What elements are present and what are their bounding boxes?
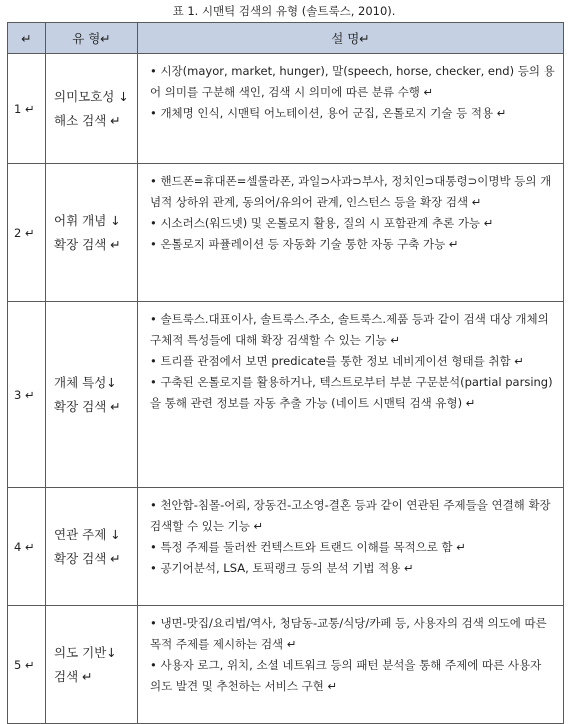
header-blank-cell: ↵ bbox=[8, 23, 46, 54]
type-line: 의미모호성 ↓ bbox=[54, 88, 129, 104]
row-type bbox=[46, 164, 138, 302]
type-line: 확장 검색 ↵ bbox=[54, 398, 121, 414]
description-bullet: • 공기어분석, LSA, 토픽랭크 등의 분석 기법 적용 ↵ bbox=[150, 561, 414, 575]
row-type bbox=[46, 302, 138, 488]
type-line: 의도 기반↓ bbox=[54, 644, 117, 660]
semantic-search-types-table bbox=[7, 22, 564, 724]
type-line: 검색 ↵ bbox=[54, 668, 93, 684]
description-bullet: • 냉면-맛집/요리법/역사, 청담동-교통/식당/카페 등, 사용자의 검색 의도에 따른 목적 주제를 제시하는 검색 ↵ bbox=[150, 616, 547, 651]
row-description bbox=[138, 54, 564, 164]
description-bullet: • 천안함-침몰-어뢰, 장동건-고소영-결혼 등과 같이 연관된 주제들을 연결해 확장 검색할 수 있는 기능 ↵ bbox=[150, 498, 551, 533]
table-row bbox=[8, 488, 564, 606]
table-row bbox=[8, 606, 564, 724]
row-type bbox=[46, 488, 138, 606]
row-description bbox=[138, 488, 564, 606]
description-bullet: • 사용자 로그, 위치, 소셜 네트워크 등의 패턴 분석을 통해 주제에 따른 사용자 의도 발견 및 추천하는 서비스 구현 ↵ bbox=[150, 658, 542, 693]
row-number: 3 ↵ bbox=[8, 302, 46, 488]
description-bullet: • 트리플 관점에서 보면 predicate를 통한 정보 네비게이션 형태를 취함 ↵ bbox=[150, 354, 524, 368]
row-number: 1 ↵ bbox=[8, 54, 46, 164]
description-bullet: • 시장(mayor, market, hunger), 말(speech, horse, checker, end) 등의 용어 의미를 구분해 색인, 검색 시 의미에 따른 분류 수행 ↵ bbox=[150, 64, 555, 99]
table-row bbox=[8, 54, 564, 164]
row-number: 5 ↵ bbox=[8, 606, 46, 724]
header-type-cell: 유 형↵ bbox=[46, 23, 138, 54]
description-bullet: • 시소러스(워드넷) 및 온톨로지 활용, 질의 시 포함관계 추론 가능 ↵ bbox=[150, 216, 494, 230]
type-line: 해소 검색 ↵ bbox=[54, 112, 121, 128]
table-header-row bbox=[8, 23, 564, 54]
row-description bbox=[138, 164, 564, 302]
description-bullet: • 솔트룩스.대표이사, 솔트룩스.주소, 솔트룩스.제품 등과 같이 검색 대상 개체의 구체적 특성들에 대해 확장 검색할 수 있는 기능 ↵ bbox=[150, 312, 549, 347]
description-bullet: • 온톨로지 파퓰레이션 등 자동화 기술 통한 자동 구축 가능 ↵ bbox=[150, 237, 459, 251]
description-bullet: • 특정 주제를 둘러싼 컨텍스트와 트랜드 이해를 목적으로 함 ↵ bbox=[150, 540, 466, 554]
type-line: 개체 특성↓ bbox=[54, 374, 117, 390]
description-bullet: • 핸드폰=휴대폰=셀룰라폰, 과일⊃사과⊃부사, 정치인⊃대통령⊃이명박 등의 개념적 상하위 관계, 동의어/유의어 관계, 인스턴스 등을 확장 검색 ↵ bbox=[150, 174, 552, 209]
table-row bbox=[8, 164, 564, 302]
row-type bbox=[46, 54, 138, 164]
row-number: 4 ↵ bbox=[8, 488, 46, 606]
row-description bbox=[138, 606, 564, 724]
description-bullet: • 개체명 인식, 시맨틱 어노테이션, 용어 군집, 온톨로지 기술 등 적용 ↵ bbox=[150, 106, 507, 120]
row-description bbox=[138, 302, 564, 488]
type-line: 연관 주제 ↓ bbox=[54, 526, 121, 542]
type-line: 어휘 개념 ↓ bbox=[54, 212, 121, 228]
type-line: 확장 검색 ↵ bbox=[54, 550, 121, 566]
header-description-cell: 설 명↵ bbox=[138, 23, 564, 54]
type-line: 확장 검색 ↵ bbox=[54, 236, 121, 252]
description-bullet: • 구축된 온톨로지를 활용하거나, 텍스트로부터 부분 구문분석(partial parsing)을 통해 관련 정보를 자동 추출 가능 (네이트 시맨틱 검색 유형) ↵ bbox=[150, 375, 553, 410]
table-row bbox=[8, 302, 564, 488]
table-caption: 표 1. 시맨틱 검색의 유형 (솔트룩스, 2010). bbox=[172, 4, 396, 18]
row-type bbox=[46, 606, 138, 724]
row-number: 2 ↵ bbox=[8, 164, 46, 302]
